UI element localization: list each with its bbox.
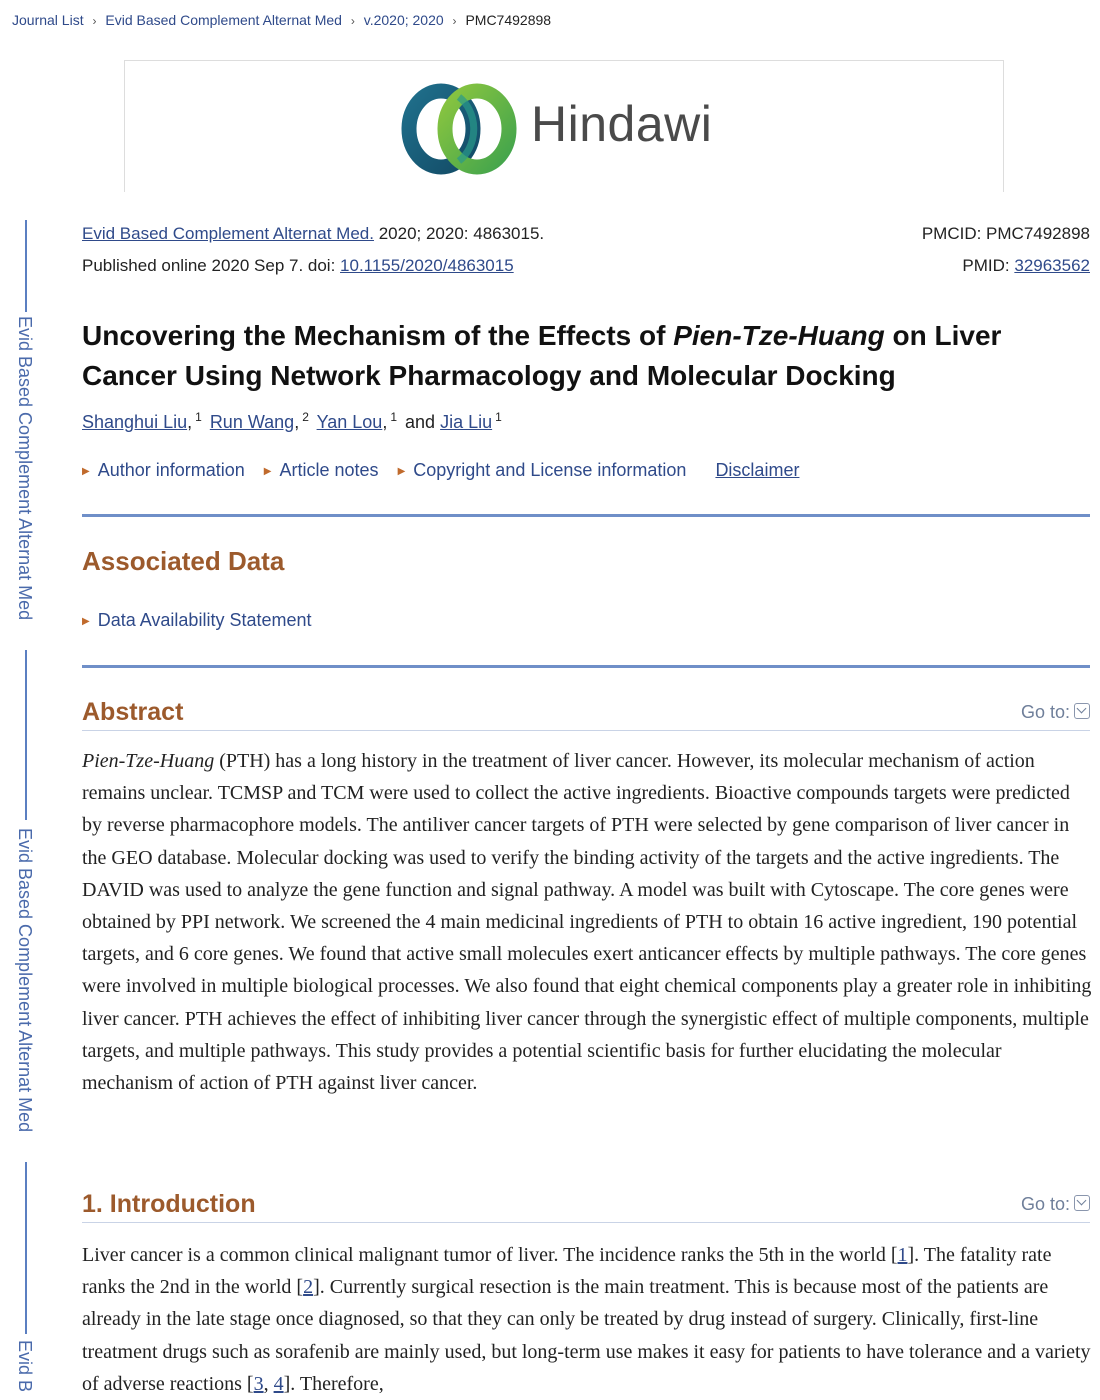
data-availability-toggle[interactable] (82, 610, 312, 631)
intro-text: Liver cancer is a common clinical malignant tumor of liver. The incidence ranks the 5th in the world [ (82, 1244, 898, 1266)
author-affiliation: 2 (302, 410, 309, 424)
author-sep: , (294, 412, 300, 432)
author-link[interactable]: Jia Liu (440, 412, 493, 432)
breadcrumb-current: PMC7492898 (465, 12, 552, 28)
pmid-link[interactable]: 32963562 (1014, 256, 1090, 275)
article-info-links (82, 460, 799, 481)
chevron-right-icon: › (92, 14, 97, 28)
sidebar-label-2: Evid Based Complement Alternat Med (15, 828, 35, 1133)
breadcrumb-journal[interactable]: Evid Based Complement Alternat Med (105, 12, 342, 28)
section-divider (82, 665, 1090, 668)
disclaimer-link[interactable]: Disclaimer (715, 460, 800, 480)
goto-menu[interactable] (1021, 1194, 1090, 1215)
goto-label: Go to: (1020, 702, 1070, 722)
publication-info (82, 256, 514, 276)
author-link[interactable]: Yan Lou (316, 412, 383, 432)
introduction-text (82, 1239, 1092, 1400)
abstract-text (82, 745, 1092, 1099)
hindawi-logo-icon (397, 83, 521, 175)
intro-text: ]. The fatality rate ranks the 2nd in the world [ (82, 1244, 1052, 1299)
chevron-right-icon: › (350, 14, 355, 28)
chevron-down-icon (1074, 703, 1090, 719)
reference-link[interactable]: 3 (253, 1372, 264, 1395)
abstract-heading: Abstract (82, 698, 184, 726)
goto-label: Go to: (1020, 1194, 1070, 1214)
author-list (82, 410, 505, 433)
pmcid: PMCID: PMC7492898 (921, 224, 1090, 243)
author-affiliation: 1 (195, 410, 202, 424)
breadcrumb (12, 12, 551, 28)
doi-link[interactable]: 10.1155/2020/4863015 (340, 256, 514, 275)
chevron-right-icon: › (452, 14, 457, 28)
intro-text: ]. Therefore, (283, 1372, 384, 1395)
breadcrumb-volume[interactable]: v.2020; 2020 (363, 12, 444, 28)
section-divider (82, 514, 1090, 517)
abstract-lead: Pien-Tze-Huang (82, 750, 215, 772)
abstract-header (82, 698, 1090, 731)
copyright-toggle[interactable]: Copyright and License information (413, 460, 687, 480)
author-affiliation: 1 (390, 410, 398, 424)
reference-link[interactable]: 2 (303, 1276, 314, 1299)
citation (82, 224, 544, 244)
triangle-right-icon: ▶ (82, 616, 90, 627)
title-part2: on Liver Cancer Using Network Pharmacology and Molecular Docking (82, 320, 1002, 391)
introduction-heading: 1. Introduction (82, 1190, 256, 1218)
citation-details: 2020; 2020: 4863015. (373, 224, 545, 243)
author-link[interactable]: Shanghui Liu (82, 412, 188, 432)
author-affiliation: 1 (495, 410, 502, 424)
introduction-header (82, 1190, 1090, 1223)
logo-text: Hindawi (531, 96, 713, 152)
author-sep: , (382, 412, 388, 432)
goto-menu[interactable] (1021, 702, 1090, 723)
article-notes-toggle[interactable]: Article notes (279, 460, 379, 480)
reference-link[interactable]: 4 (273, 1372, 284, 1395)
breadcrumb-journal-list[interactable]: Journal List (12, 12, 84, 28)
triangle-right-icon: ▶ (397, 466, 406, 477)
pmid-label: PMID: (962, 256, 1015, 275)
sidebar-label-3: Evid B (15, 1340, 35, 1393)
author-link[interactable]: Run Wang (209, 412, 295, 432)
chevron-down-icon (1074, 1195, 1090, 1211)
title-italic: Pien-Tze-Huang (673, 320, 885, 351)
intro-text: , (263, 1372, 274, 1395)
authors-and: and (405, 412, 436, 432)
reference-link[interactable]: 1 (897, 1244, 908, 1266)
author-information-toggle[interactable]: Author information (97, 460, 245, 480)
pmid (962, 256, 1090, 276)
publisher-logo-banner[interactable] (124, 60, 1004, 192)
abstract-body: (PTH) has a long history in the treatment of liver cancer. However, its molecular mechanism of action remains unclear. TCMSP and TCM were used to collect the active ingredients. Bioactive compounds targets were predicted by reverse pharmacophore models. The antiliver cancer targets of PTH were selected by gene comparison of liver cancer in the GEO database. Molecular docking was used to verify the binding activity of the targets and the active ingredients. The DAVID was used to analyze the gene function and signal pathway. A model was built with Cytoscape. The core genes were obtained by PPI network. We screened the 4 main medicinal ingredients of PTH to obtain 16 active ingredient, 190 potential targets, and 6 core genes. We found that active small molecules exert anticancer effects by multiple pathways. The core genes were involved in multiple biological processes. We also found that eight chemical components play a greater role in inhibiting liver cancer. PTH achieves the effect of inhibiting liver cancer through the synergistic effect of multiple components, multiple targets, and multiple pathways. This study provides a potential scientific basis for further elucidating the molecular mechanism of action of PTH against liver cancer. (82, 750, 1092, 1095)
sidebar-label-1: Evid Based Complement Alternat Med (15, 316, 35, 621)
sidebar-journal-label[interactable] (14, 200, 38, 1400)
triangle-right-icon: ▶ (82, 466, 90, 477)
author-sep: , (187, 412, 193, 432)
triangle-right-icon: ▶ (263, 466, 272, 477)
published-text: Published online 2020 Sep 7. doi: (82, 256, 341, 275)
journal-link[interactable]: Evid Based Complement Alternat Med. (82, 224, 374, 243)
article-title (82, 316, 1092, 396)
associated-data-heading: Associated Data (82, 546, 285, 576)
title-part1: Uncovering the Mechanism of the Effects of (82, 320, 674, 351)
data-availability-label: Data Availability Statement (97, 610, 312, 630)
intro-text: ]. Currently surgical resection is the main treatment. This is because most of the patients are already in the late stage once diagnosed, so that they can only be treated by drug instead of surgery. Clinically, first-line treatment drugs such as sorafenib are mainly used, but long-term use makes it easy for patients to have tolerance and a variety of adverse reactions [ (82, 1276, 1091, 1395)
